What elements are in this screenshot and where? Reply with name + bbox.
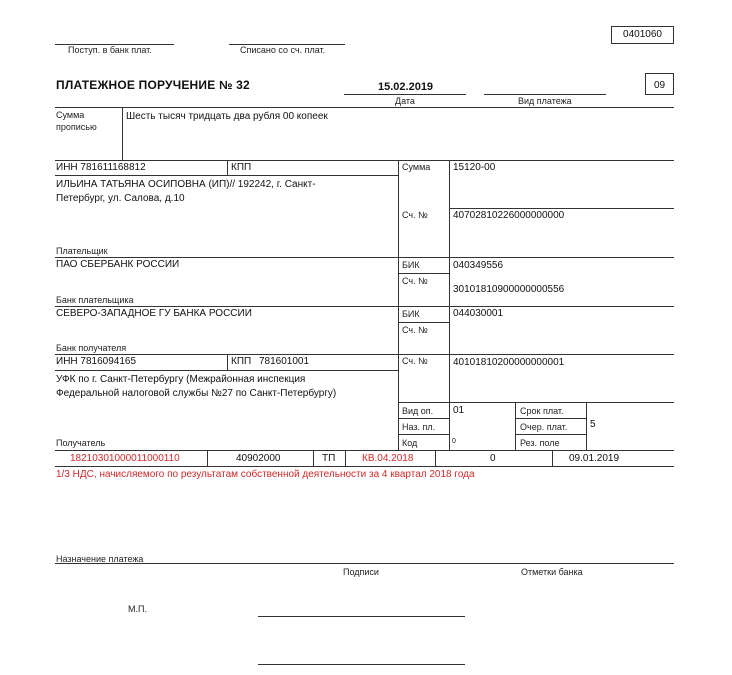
grid-line: [55, 175, 398, 176]
grid-line: [552, 450, 553, 466]
grid-line: [55, 563, 674, 564]
grid-line: [515, 418, 586, 419]
payee-kpp-label: КПП: [231, 356, 252, 367]
grid-line: [449, 160, 450, 450]
grid-line: [207, 450, 208, 466]
payee-bank-name: СЕВЕРО-ЗАПАДНОЕ ГУ БАНКА РОССИИ: [56, 308, 252, 319]
tax-doc-number: 0: [490, 453, 496, 464]
grid-line: [398, 402, 674, 403]
payee-bank-bik-value: 044030001: [453, 308, 504, 319]
tax-period: КВ.04.2018: [362, 453, 414, 464]
grid-line: [398, 434, 449, 435]
payer-inn: ИНН 781611168812: [56, 162, 146, 173]
payee-account-value: 40101810200000000001: [453, 357, 565, 368]
signature-line: [258, 616, 465, 617]
tax-kbk: 18210301000011000110: [70, 453, 180, 464]
payer-bank-bik-label: БИК: [402, 260, 420, 270]
amount-words-value: Шесть тысяч тридцать два рубля 00 копеек: [126, 111, 328, 122]
grid-line: [313, 450, 314, 466]
payer-sum-value: 15120-00: [453, 162, 496, 173]
stamp-label: М.П.: [128, 604, 147, 614]
received-label: Поступ. в банк плат.: [68, 45, 152, 55]
payer-label: Плательщик: [56, 246, 108, 256]
payer-bank-account-value: 30101810900000000556: [453, 284, 565, 295]
payer-name-line2: Петербург, ул. Салова, д.10: [56, 193, 185, 204]
grid-line: [345, 450, 346, 466]
payer-bank-account-label: Сч. №: [402, 276, 428, 286]
payee-name-line2: Федеральной налоговой службы №27 по Санкт-Петербургу): [56, 388, 337, 399]
amount-words-label-1: Сумма: [56, 110, 85, 120]
grid-line: [55, 160, 674, 161]
grid-line: [55, 354, 674, 355]
payee-bank-account-label: Сч. №: [402, 325, 428, 335]
tax-basis: ТП: [322, 453, 336, 464]
payer-kpp-label: КПП: [231, 162, 252, 173]
signature-line: [258, 664, 465, 665]
reserve-label: Рез. поле: [520, 438, 560, 448]
amount-words-divider: [122, 107, 123, 160]
payee-bank-label: Банк получателя: [56, 343, 127, 353]
term-label: Срок плат.: [520, 406, 564, 416]
payee-account-label: Сч. №: [402, 356, 428, 366]
op-type-value: 01: [453, 405, 465, 416]
payee-name-line1: УФК по г. Санкт-Петербургу (Межрайонная инспекция: [56, 374, 306, 385]
grid-line: [398, 160, 399, 450]
priority-value: 5: [590, 419, 596, 430]
status-code-box: [645, 73, 674, 95]
grid-line: [227, 354, 228, 370]
op-type-label: Вид оп.: [402, 406, 434, 416]
form-code: 0401060: [623, 29, 662, 40]
grid-line: [586, 402, 587, 450]
grid-line: [398, 418, 449, 419]
grid-line: [55, 466, 674, 467]
payer-account-value: 40702810226000000000: [453, 210, 565, 221]
purpose-text: 1/3 НДС, начисляемого по результатам собственной деятельности за 4 квартал 2018 года: [56, 469, 475, 480]
payer-account-label: Сч. №: [402, 210, 428, 220]
grid-line: [55, 257, 674, 258]
grid-line: [227, 160, 228, 175]
payment-type-label: Вид платежа: [518, 96, 572, 106]
purpose-code-label: Наз. пл.: [402, 422, 436, 432]
payee-bank-bik-label: БИК: [402, 309, 420, 319]
grid-line: [55, 107, 674, 108]
payer-bank-name: ПАО СБЕРБАНК РОССИИ: [56, 259, 180, 270]
amount-words-label-2: прописью: [56, 122, 97, 132]
payer-bank-bik-value: 040349556: [453, 260, 504, 271]
payee-label: Получатель: [56, 438, 106, 448]
bank-marks-label: Отметки банка: [521, 567, 583, 577]
tax-doc-date: 09.01.2019: [569, 453, 620, 464]
date-label: Дата: [395, 96, 415, 106]
payer-name-line1: ИЛЬИНА ТАТЬЯНА ОСИПОВНА (ИП)// 192242, г. Санкт-: [56, 179, 316, 190]
purpose-label: Назначение платежа: [56, 554, 144, 564]
payer-sum-label: Сумма: [402, 162, 431, 172]
code-label: Код: [402, 438, 418, 448]
grid-line: [398, 322, 449, 323]
grid-line: [55, 450, 674, 451]
payment-type-line: [484, 94, 606, 95]
form-code-box: [611, 26, 674, 44]
grid-line: [55, 370, 398, 371]
payee-kpp-value: 781601001: [259, 356, 310, 367]
grid-line: [435, 450, 436, 466]
date-line: [344, 94, 466, 95]
tax-oktmo: 40902000: [236, 453, 281, 464]
debited-label: Списано со сч. плат.: [240, 45, 326, 55]
priority-label: Очер. плат.: [520, 422, 568, 432]
signatures-label: Подписи: [343, 567, 379, 577]
code-value: 0: [452, 438, 456, 445]
grid-line: [449, 208, 674, 209]
grid-line: [515, 434, 586, 435]
payee-inn: ИНН 7816094165: [56, 356, 137, 367]
grid-line: [398, 273, 449, 274]
payer-bank-label: Банк плательщика: [56, 295, 134, 305]
grid-line: [55, 306, 674, 307]
status-code: 09: [653, 80, 666, 91]
payment-date: 15.02.2019: [378, 81, 434, 93]
grid-line: [515, 402, 516, 450]
page-title: ПЛАТЕЖНОЕ ПОРУЧЕНИЕ № 32: [56, 78, 250, 92]
